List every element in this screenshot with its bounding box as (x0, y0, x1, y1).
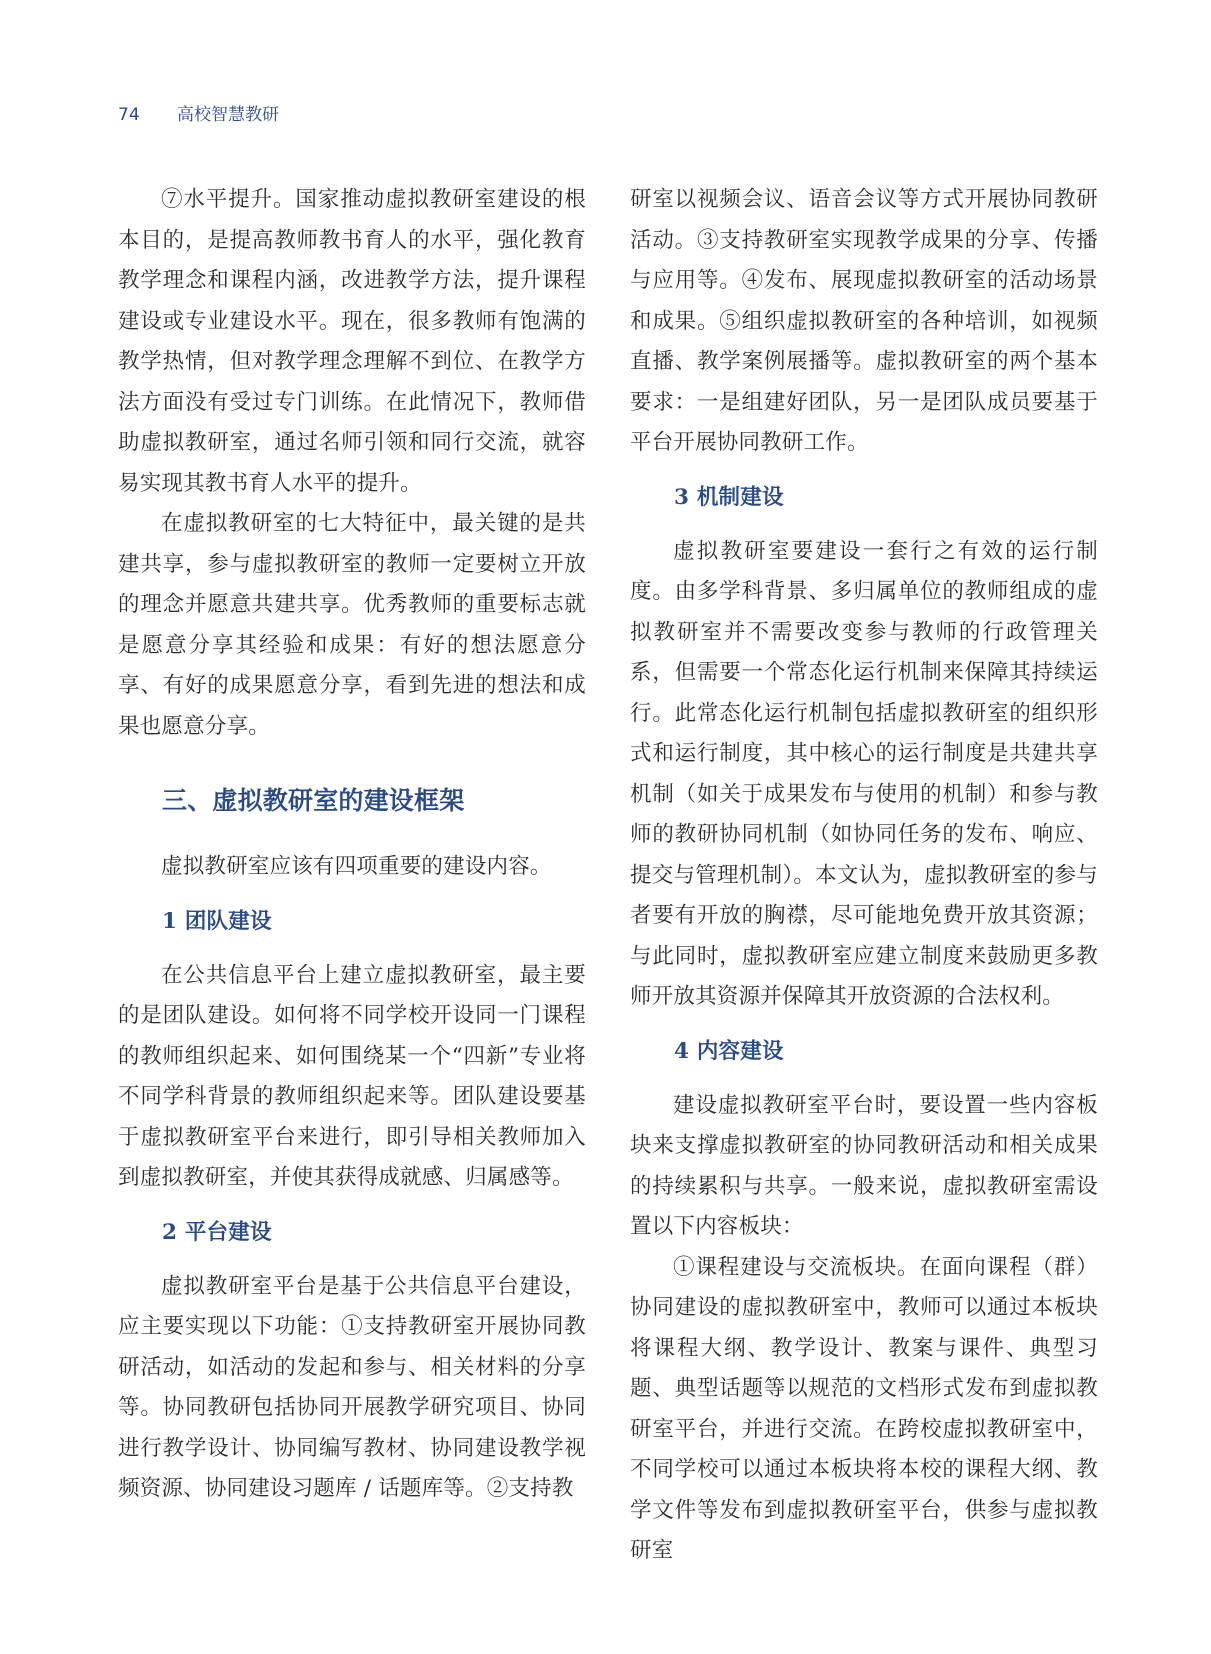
paragraph: 研室以视频会议、语音会议等方式开展协同教研活动。③支持教研室实现教学成果的分享、传播与应用等。④发布、展现虚拟教研室的活动场景和成果。⑤组织虚拟教研室的各种培训，如视频直播、教学案例展播等。虚拟教研室的两个基本要求：一是组建好团队，另一是团队成员要基于平台开展协同教研工作。 (630, 187, 1098, 455)
page-number: 74 (118, 105, 140, 125)
paragraph: ①课程建设与交流板块。在面向课程（群）协同建设的虚拟教研室中，教师可以通过本板块将课程大纲、教学设计、教案与课件、典型习题、典型话题等以规范的文档形式发布到虚拟教研室平台，并进行交流。在跨校虚拟教研室中，不同学校可以通过本板块将本校的课程大纲、教学文件等发布到虚拟教研室平台，供参与虚拟教研室 (630, 1254, 1098, 1563)
subsection-heading-mechanism: 3 机制建设 (674, 484, 784, 510)
paragraph: 虚拟教研室平台是基于公共信息平台建设，应主要实现以下功能：①支持教研室开展协同教研活动，如活动的发起和参与、相关材料的分享等。协同教研包括协同开展教学研究项目、协同进行教学设计、协同编写教材、协同建设教学视频资源、协同建设习题库 / 话题库等。②支持教 (118, 1273, 586, 1501)
left-column (118, 180, 586, 1510)
paragraph: 虚拟教研室应该有四项重要的建设内容。 (161, 854, 552, 879)
section-heading: 三、虚拟教研室的建设框架 (162, 786, 465, 815)
paragraph: 建设虚拟教研室平台时，要设置一些内容板块来支撑虚拟教研室的协同教研活动和相关成果的持续累积与共享。一般来说，虚拟教研室需设置以下内容板块： (630, 1092, 1098, 1239)
book-title: 高校智慧教研 (177, 105, 280, 125)
paragraph: ⑦水平提升。国家推动虚拟教研室建设的根本目的，是提高教师教书育人的水平，强化教育教学理念和课程内涵，改进教学方法，提升课程建设或专业建设水平。现在，很多教师有饱满的教学热情，但对教学理念理解不到位、在教学方法方面没有受过专门训练。在此情况下，教师借助虚拟教研室，通过名师引领和同行交流，就容易实现其教书育人水平的提升。 (118, 187, 586, 496)
paragraph: 在虚拟教研室的七大特征中，最关键的是共建共享，参与虚拟教研室的教师一定要树立开放的理念并愿意共建共享。优秀教师的重要标志就是愿意分享其经验和成果：有好的想法愿意分享、有好的成果愿意分享，看到先进的想法和成果也愿意分享。 (118, 511, 586, 739)
right-column (630, 180, 1098, 1572)
subsection-heading-platform: 2 平台建设 (162, 1219, 272, 1245)
running-header (118, 100, 279, 125)
subsection-heading-team: 1 团队建设 (162, 908, 272, 934)
subsection-heading-content: 4 内容建设 (674, 1038, 784, 1064)
paragraph: 在公共信息平台上建立虚拟教研室，最主要的是团队建设。如何将不同学校开设同一门课程的教师组织起来、如何围绕某一个“四新”专业将不同学科背景的教师组织起来等。团队建设要基于虚拟教研室平台来进行，即引导相关教师加入到虚拟教研室，并使其获得成就感、归属感等。 (118, 962, 586, 1190)
paragraph: 虚拟教研室要建设一套行之有效的运行制度。由多学科背景、多归属单位的教师组成的虚拟教研室并不需要改变参与教师的行政管理关系，但需要一个常态化运行机制来保障其持续运行。此常态化运行机制包括虚拟教研室的组织形式和运行制度，其中核心的运行制度是共建共享机制（如关于成果发布与使用的机制）和参与教师的教研协同机制（如协同任务的发布、响应、提交与管理机制）。本文认为，虚拟教研室的参与者要有开放的胸襟，尽可能地免费开放其资源；与此同时，虚拟教研室应建立制度来鼓励更多教师开放其资源并保障其开放资源的合法权利。 (630, 538, 1098, 1009)
